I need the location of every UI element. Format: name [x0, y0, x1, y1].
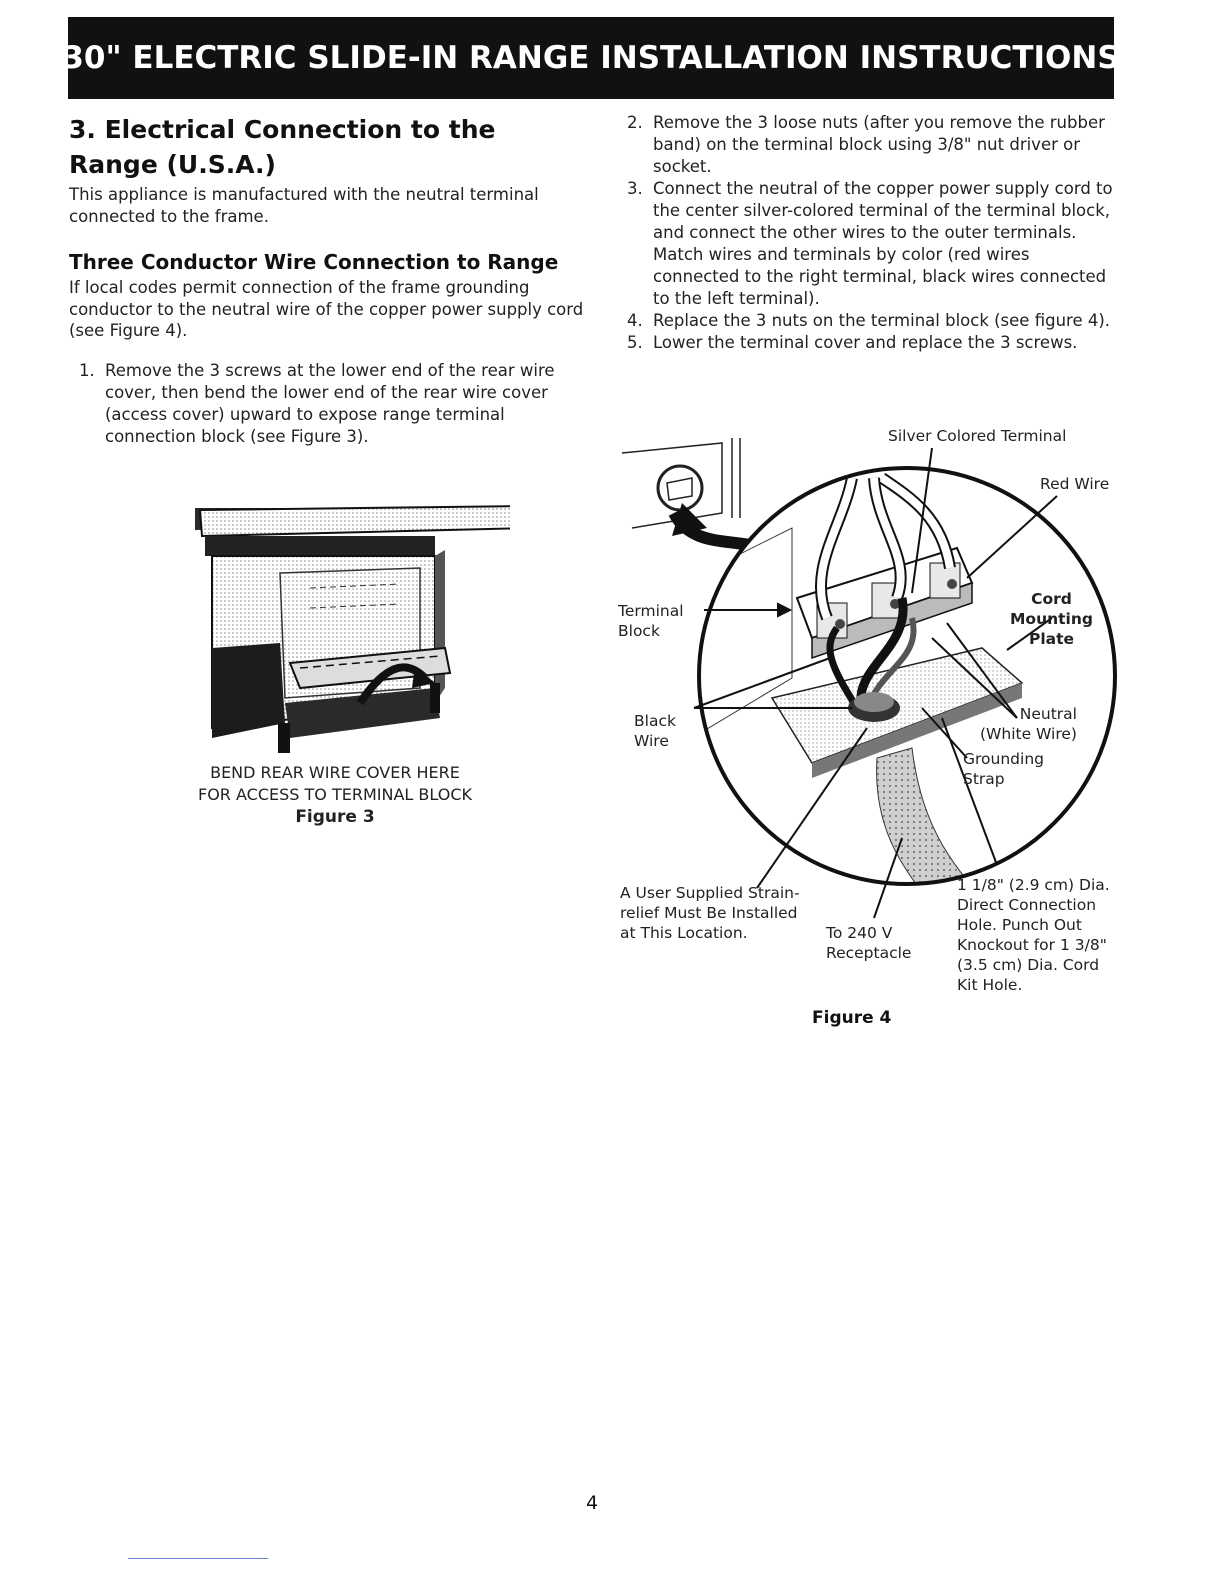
section-title: 3. Electrical Connection to the Range (U.S.A.) [69, 115, 496, 179]
section-intro: This appliance is manufactured with the neutral terminal connected to the frame. [69, 185, 539, 226]
step-number: 1. [79, 360, 95, 380]
callout-black-wire: Black Wire [634, 712, 676, 750]
page-header-title: 30" ELECTRIC SLIDE-IN RANGE INSTALLATION INSTRUCTIONS [62, 40, 1120, 76]
step-list-left [69, 360, 589, 448]
callout-strain-relief: A User Supplied Strain- relief Must Be Installed at This Location. [620, 884, 800, 942]
step-item [617, 178, 1117, 310]
step-text: Remove the 3 screws at the lower end of the rear wire cover, then bend the lower end of the rear wire cover (access cover) upward to expose range terminal connection block (see Figure 3). [105, 360, 555, 446]
figure-4-label: Figure 4 [812, 1008, 892, 1028]
callout-grounding-strap: Grounding Strap [963, 750, 1044, 788]
step-number: 3. [627, 179, 643, 198]
step-text: Remove the 3 loose nuts (after you remove the rubber band) on the terminal block using 3/8" nut driver or socket. [653, 113, 1105, 176]
callout-receptacle: To 240 V Receptacle [826, 924, 912, 962]
step-text: Lower the terminal cover and replace the 3 screws. [653, 333, 1078, 352]
step-item [617, 310, 1117, 332]
figure-3-caption-line: BEND REAR WIRE COVER HERE [210, 763, 460, 782]
callout-direct-connection-hole: 1 1/8" (2.9 cm) Dia. Direct Connection Hole. Punch Out Knockout for 1 3/8" (3.5 cm) Dia. Cord Kit Hole. [957, 876, 1110, 994]
page-number: 4 [585, 1492, 599, 1514]
figure-3-label: Figure 3 [295, 807, 375, 827]
figure-3-range-illustration [160, 488, 510, 758]
callout-neutral-wire: Neutral (White Wire) [980, 705, 1077, 743]
step-text: Replace the 3 nuts on the terminal block (see figure 4). [653, 311, 1111, 330]
callout-silver-terminal: Silver Colored Terminal [888, 427, 1067, 445]
subsection-intro: If local codes permit connection of the frame grounding conductor to the neutral wire of the copper power supply cord (see Figure 4). [69, 278, 584, 340]
callout-cord-mounting-plate: Cord Mounting Plate [1010, 590, 1093, 648]
step-number: 2. [627, 113, 643, 132]
footnote-rule [128, 1558, 268, 1559]
step-list-right [617, 112, 1117, 354]
step-item [617, 332, 1117, 354]
figure-3-caption [150, 762, 520, 828]
callout-terminal-block: Terminal Block [618, 602, 684, 640]
left-column [69, 112, 589, 448]
step-text: Connect the neutral of the copper power supply cord to the center silver-colored terminal of the terminal block, and connect the other wires to the outer terminals. Match wires and terminals by color (red wires connected to the right terminal, black wires connected to the left terminal). [653, 179, 1113, 308]
figure-3-caption-line: FOR ACCESS TO TERMINAL BLOCK [198, 785, 472, 804]
right-column [617, 112, 1117, 354]
step-number: 5. [627, 333, 643, 352]
page-header-banner [62, 17, 1120, 99]
callout-red-wire: Red Wire [1040, 475, 1110, 493]
step-item [617, 112, 1117, 178]
step-number: 4. [627, 311, 643, 330]
subsection-heading: Three Conductor Wire Connection to Range [69, 250, 559, 274]
step-item [69, 360, 589, 448]
